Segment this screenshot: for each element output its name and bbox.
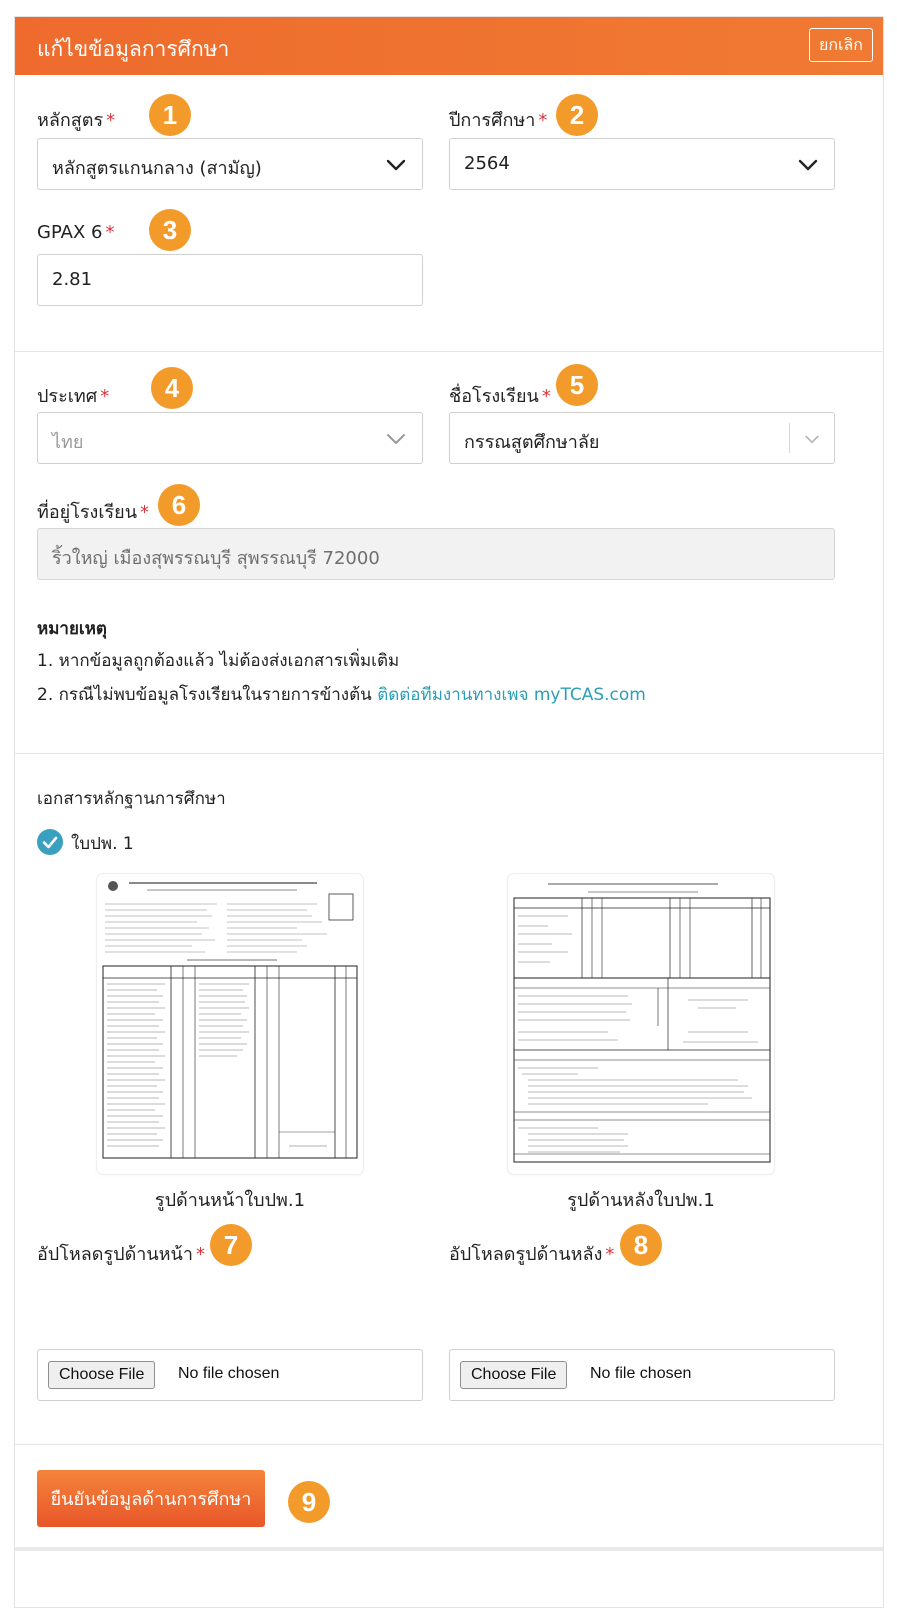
gpax-value: 2.81 (52, 269, 93, 290)
required-mark: * (106, 110, 116, 131)
transcript-back-image (508, 874, 774, 1174)
required-mark: * (105, 222, 115, 243)
gpax-label (37, 222, 114, 243)
country-label-text: ประเทศ (37, 386, 98, 407)
select-separator (789, 423, 790, 453)
curriculum-label (37, 105, 115, 134)
curriculum-value: หลักสูตรแกนกลาง (สามัญ) (52, 158, 262, 179)
chevron-down-icon (384, 153, 408, 177)
upload-front-label-text: อัปโหลดรูปด้านหน้า (37, 1244, 193, 1265)
file-status-back: No file chosen (590, 1365, 692, 1382)
step-badge-1: 1 (149, 94, 191, 136)
academic-year-select[interactable] (449, 138, 835, 190)
school-address-input (37, 528, 835, 580)
card-header (15, 17, 884, 75)
step-badge-4: 4 (151, 367, 193, 409)
page-title: แก้ไขข้อมูลการศึกษา (37, 37, 230, 61)
step-badge-3: 3 (149, 209, 191, 251)
step-badge-8: 8 (620, 1224, 662, 1266)
country-value: ไทย (52, 432, 84, 453)
academic-year-value: 2564 (464, 153, 510, 174)
file-status-front: No file chosen (178, 1365, 280, 1382)
required-mark: * (541, 386, 551, 407)
curriculum-select[interactable] (37, 138, 423, 190)
curriculum-label-text: หลักสูตร (37, 110, 104, 131)
required-mark: * (538, 110, 548, 131)
front-caption: รูปด้านหน้าใบปพ.1 (154, 1190, 306, 1211)
notes-title: หมายเหตุ (37, 619, 107, 639)
school-label (449, 381, 551, 410)
required-mark: * (605, 1244, 615, 1265)
choose-file-button-back[interactable]: Choose File (460, 1361, 567, 1389)
transcript-front-image (97, 874, 363, 1174)
upload-front-input[interactable] (37, 1349, 423, 1401)
transcript-back-preview (508, 874, 774, 1174)
documents-section-title: เอกสารหลักฐานการศึกษา (37, 789, 226, 809)
choose-file-button-front[interactable]: Choose File (48, 1361, 155, 1389)
chevron-down-icon (802, 429, 822, 449)
confirm-education-button[interactable]: ยืนยันข้อมูลด้านการศึกษา (37, 1470, 265, 1527)
notes-line-2 (37, 681, 646, 708)
school-value: กรรณสูตศึกษาลัย (464, 432, 600, 453)
country-label (37, 381, 109, 410)
section-divider (15, 753, 884, 754)
section-divider (15, 351, 884, 352)
chevron-down-icon (796, 153, 820, 177)
checked-document-label: ใบปพ. 1 (71, 834, 134, 854)
required-mark: * (195, 1244, 205, 1265)
step-badge-6: 6 (158, 484, 200, 526)
contact-facebook-link[interactable]: ติดต่อทีมงานทางเพจ myTCAS.com (377, 685, 646, 705)
school-label-text: ชื่อโรงเรียน (449, 386, 539, 407)
footer-divider (15, 1547, 884, 1551)
required-mark: * (140, 502, 150, 523)
step-badge-7: 7 (210, 1224, 252, 1266)
check-circle-icon (37, 829, 63, 855)
gpax-input[interactable] (37, 254, 423, 306)
gpax-label-text: GPAX 6 (37, 222, 103, 243)
upload-back-label (449, 1239, 614, 1268)
country-select[interactable] (37, 412, 423, 464)
notes-line-1: 1. หากข้อมูลถูกต้องแล้ว ไม่ต้องส่งเอกสารเพิ่มเติม (37, 651, 400, 671)
required-mark: * (100, 386, 110, 407)
notes-line-2-text: 2. กรณีไม่พบข้อมูลโรงเรียนในรายการข้างต้น (37, 685, 378, 705)
cancel-button[interactable]: ยกเลิก (809, 28, 873, 62)
academic-year-label-text: ปีการศึกษา (449, 110, 536, 131)
section-divider (15, 1444, 884, 1445)
chevron-down-icon (384, 427, 408, 451)
step-badge-5: 5 (556, 364, 598, 406)
edit-education-card (14, 16, 884, 1608)
school-address-label (37, 497, 149, 526)
school-address-value: ริ้วใหญ่ เมืองสุพรรณบุรี สุพรรณบุรี 72000 (52, 548, 380, 569)
school-address-label-text: ที่อยู่โรงเรียน (37, 502, 138, 523)
upload-back-label-text: อัปโหลดรูปด้านหลัง (449, 1244, 603, 1265)
school-select[interactable] (449, 412, 835, 464)
academic-year-label (449, 105, 547, 134)
upload-back-input[interactable] (449, 1349, 835, 1401)
step-badge-2: 2 (556, 94, 598, 136)
step-badge-9: 9 (288, 1481, 330, 1523)
transcript-front-preview (97, 874, 363, 1174)
back-caption: รูปด้านหลังใบปพ.1 (567, 1190, 715, 1211)
upload-front-label (37, 1239, 205, 1268)
